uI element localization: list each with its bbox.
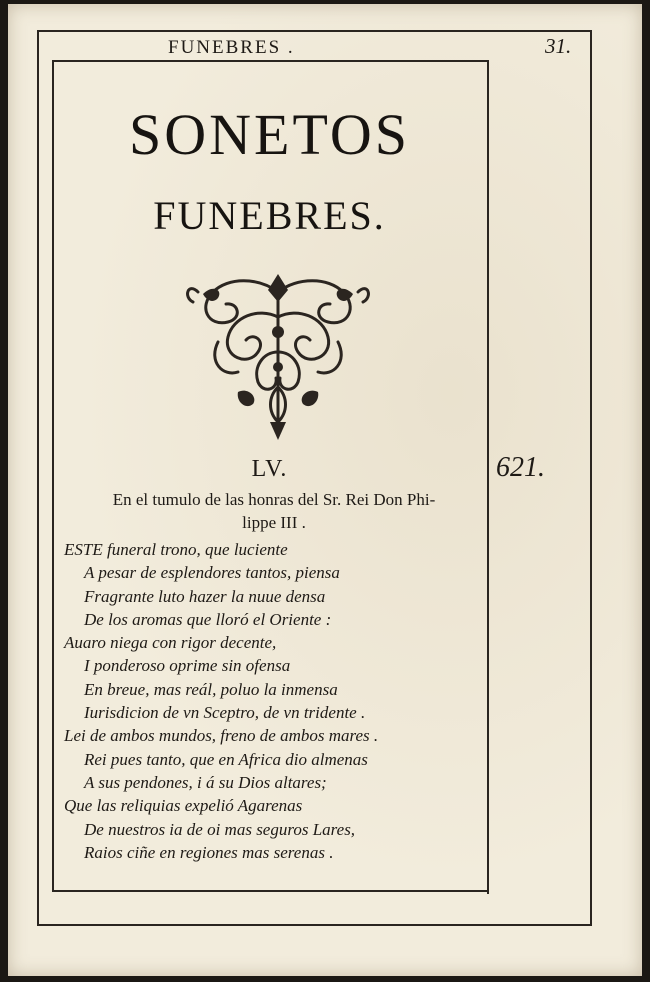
sonnet-subtitle — [74, 488, 474, 534]
verse-line: A sus pendones, i á su Dios altares; — [84, 772, 327, 792]
subtitle-line: En el tumulo de las honras del Sr. Rei Don Phi- — [112, 490, 436, 509]
verse-line: Auaro niega con rigor decente, — [64, 633, 277, 653]
verse-line: De nuestros ia de oi mas seguros Lares, — [84, 819, 356, 839]
sonnet-verses — [64, 538, 482, 864]
verse-line: Fragrante luto hazer la nuue densa — [84, 586, 326, 606]
verse-line: En breue, mas reál, poluo la inmensa — [84, 679, 338, 699]
verse-line: A pesar de esplendores tantos, piensa — [84, 563, 340, 583]
running-head: FUNEBRES . — [168, 37, 295, 58]
verse-line: Raios ciñe en regiones mas serenas . — [84, 842, 334, 862]
page-number: 31. — [545, 34, 572, 58]
verse-line: ESTE funeral trono, que luciente — [64, 540, 288, 559]
subtitle-line: lippe III . — [242, 513, 306, 532]
verse-line: Iurisdicion de vn Sceptro, de vn tridente . — [84, 703, 366, 723]
sonnet-number: LV. — [251, 456, 288, 482]
verse-line: I ponderoso oprime sin ofensa — [84, 656, 291, 676]
verse-line: De los aromas que lloró el Oriente : — [84, 609, 332, 629]
verse-line: Que las reliquias expelió Agarenas — [64, 796, 303, 816]
verse-line: Rei pues tanto, que en Africa dio almenas — [84, 749, 368, 769]
floral-fleuron-icon — [178, 272, 378, 442]
verse-line: Lei de ambos mundos, freno de ambos mares . — [64, 726, 379, 746]
margin-number: 621. — [496, 452, 545, 483]
title-line-1: SONETOS — [129, 102, 410, 167]
title-line-2: FUNEBRES. — [153, 193, 386, 238]
manuscript-page — [8, 4, 642, 976]
margin-column-rule — [487, 60, 489, 894]
